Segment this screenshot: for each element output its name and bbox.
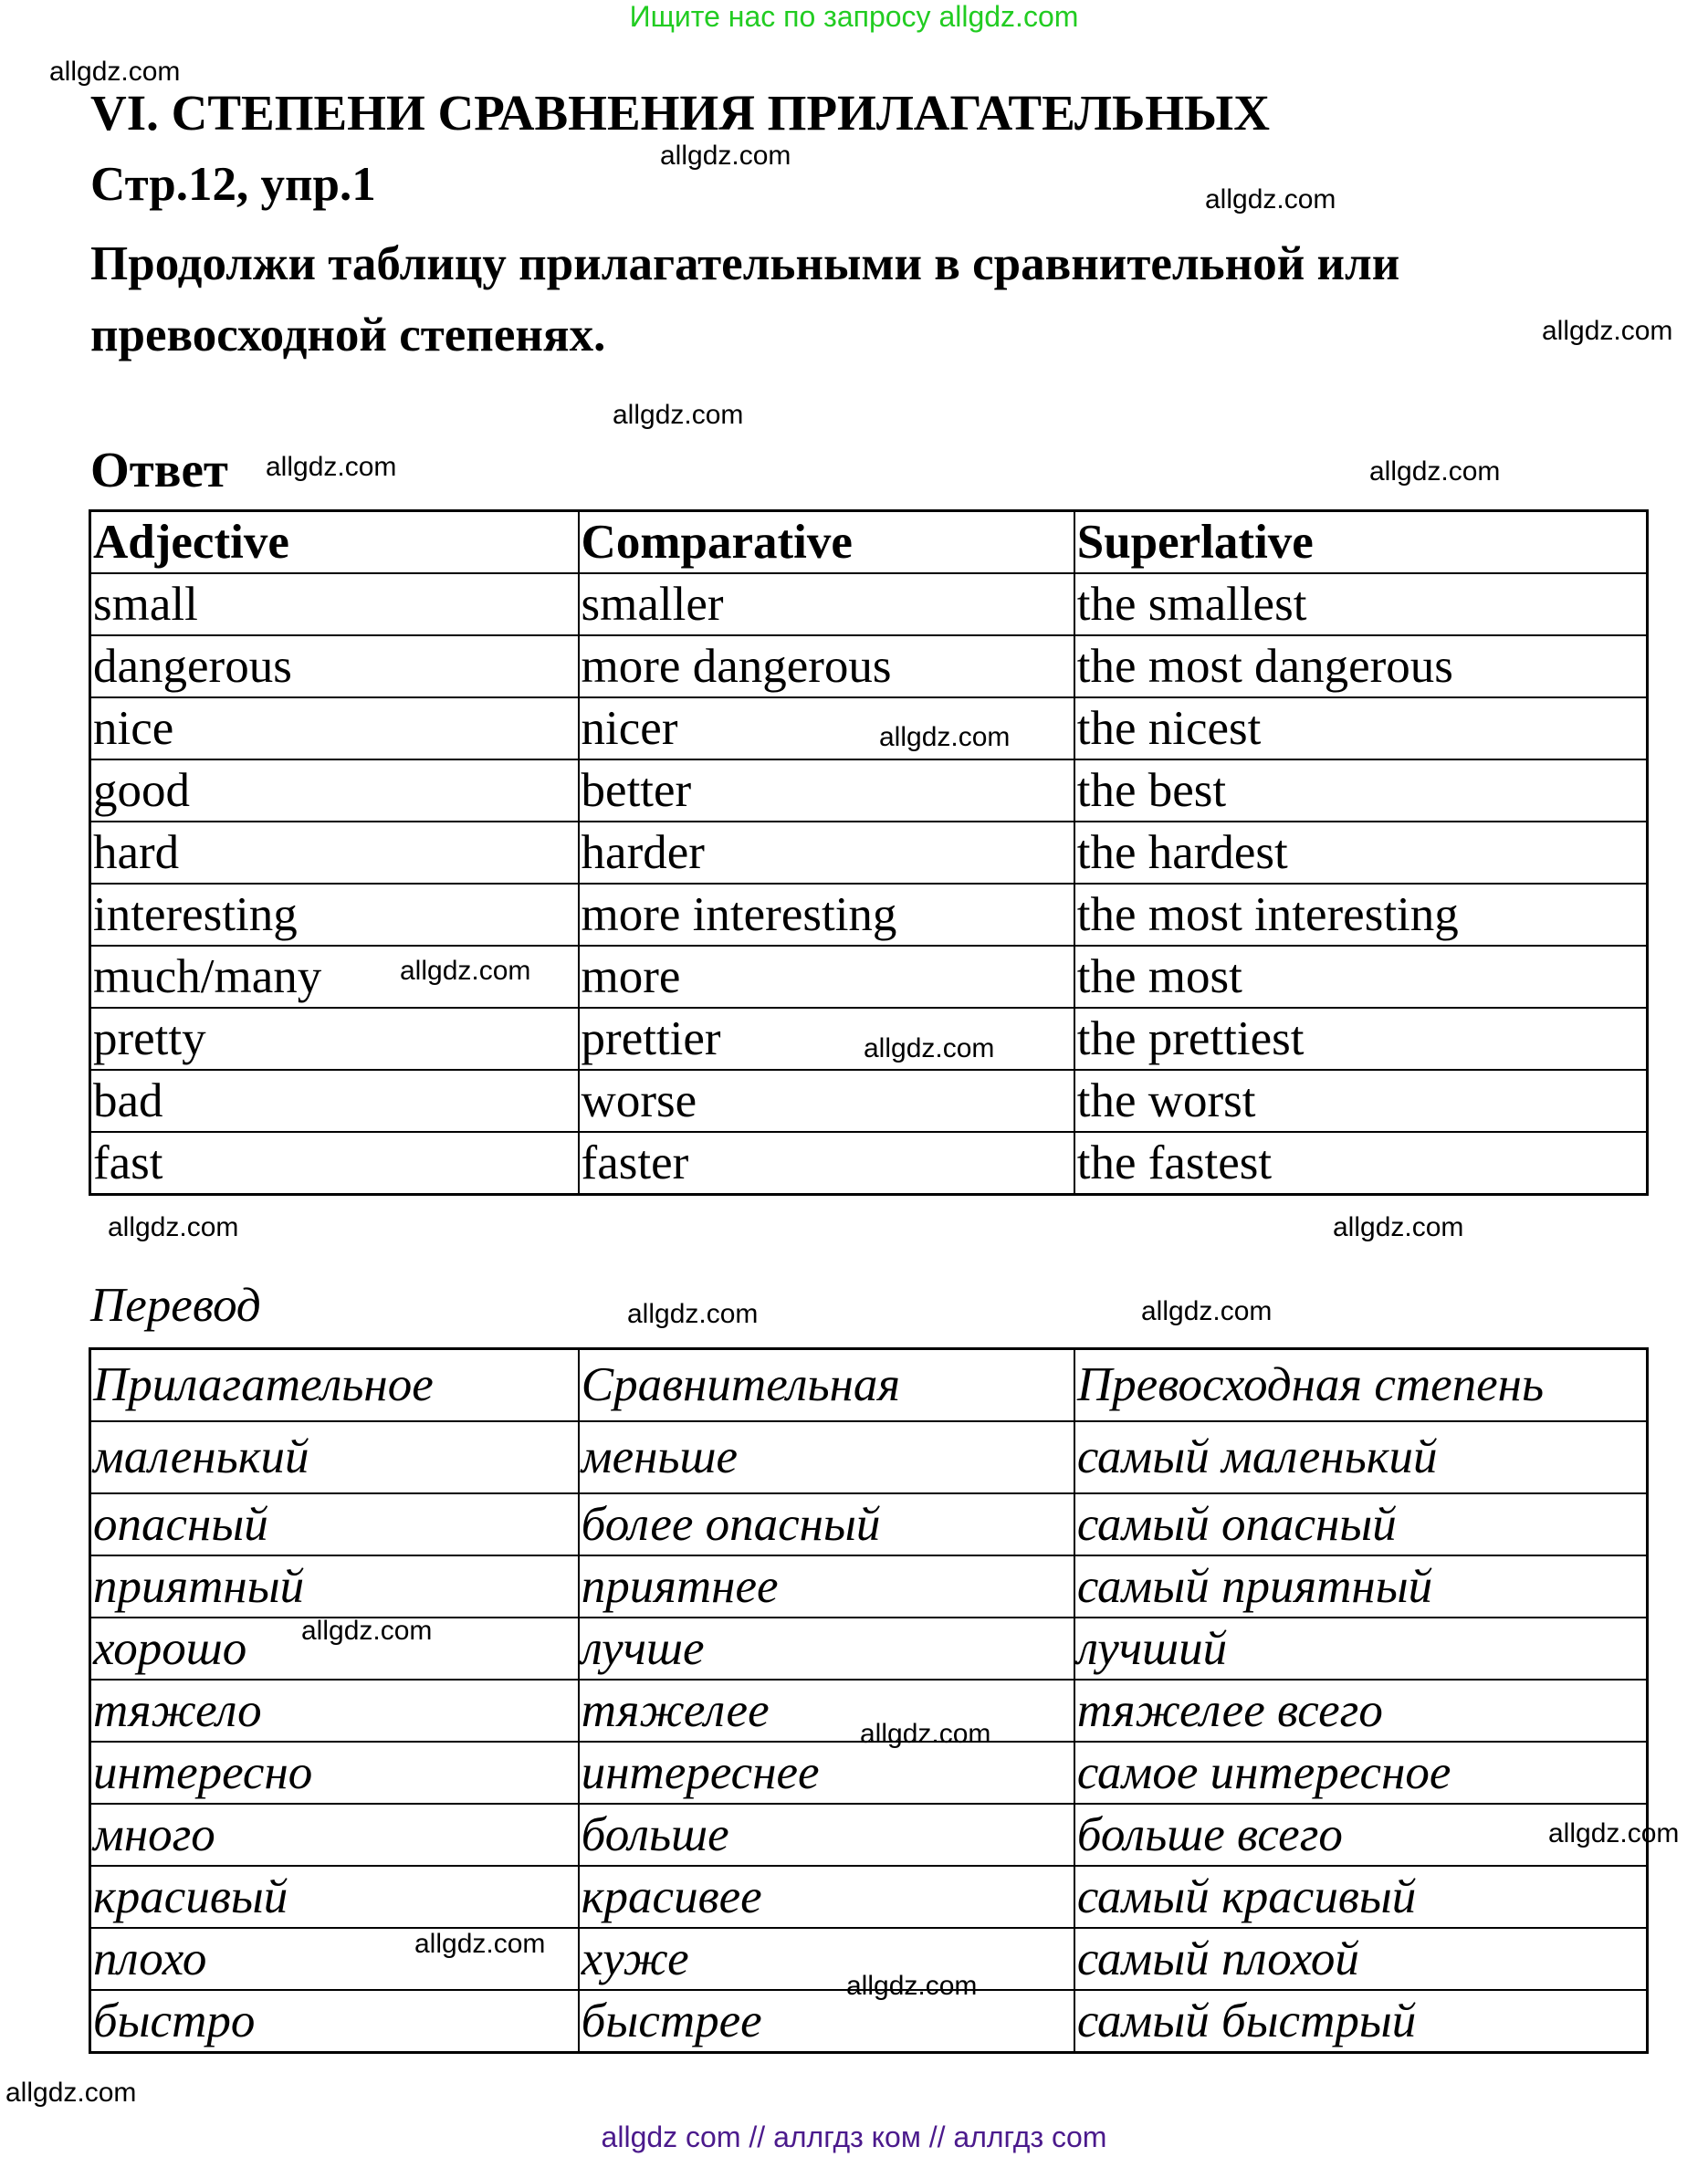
- column-header: Превосходная степень: [1074, 1349, 1648, 1422]
- footer-watermark: allgdz com // аллгдз ком // аллгдз com: [601, 2120, 1107, 2153]
- table-cell: smaller: [579, 573, 1074, 635]
- watermark: allgdz.com: [108, 1212, 239, 1242]
- task-line-1: Продолжи таблицу прилагательными в сравнительной или: [90, 237, 1400, 290]
- task-text: [90, 228, 1399, 371]
- watermark: allgdz.com: [1369, 456, 1501, 487]
- table-cell: nicer: [579, 697, 1074, 759]
- table-cell: the hardest: [1074, 822, 1648, 884]
- table-cell: маленький: [90, 1421, 579, 1493]
- table-cell: тяжело: [90, 1680, 579, 1742]
- table-cell: more: [579, 946, 1074, 1008]
- table-cell: pretty: [90, 1008, 579, 1070]
- table-cell: the smallest: [1074, 573, 1648, 635]
- column-header: Comparative: [579, 511, 1074, 574]
- table-header-row: [90, 1349, 1648, 1422]
- table-cell: самый приятный: [1074, 1555, 1648, 1618]
- table-cell: the prettiest: [1074, 1008, 1648, 1070]
- table-cell: быстрее: [579, 1990, 1074, 2053]
- table-cell: самый плохой: [1074, 1928, 1648, 1990]
- table-row: [90, 1421, 1648, 1493]
- table-row: [90, 1742, 1648, 1804]
- table-cell: лучший: [1074, 1618, 1648, 1680]
- watermark: allgdz.com: [627, 1299, 759, 1329]
- table-cell: хорошо: [90, 1618, 579, 1680]
- table-cell: bad: [90, 1070, 579, 1132]
- table-cell: interesting: [90, 884, 579, 946]
- page-reference: Стр.12, упр.1: [90, 158, 376, 211]
- table-cell: меньше: [579, 1421, 1074, 1493]
- watermark: allgdz.com: [1205, 184, 1336, 215]
- table-cell: более опасный: [579, 1493, 1074, 1555]
- table-row: [90, 822, 1648, 884]
- table-cell: faster: [579, 1132, 1074, 1195]
- watermark: allgdz.com: [864, 1033, 995, 1063]
- table-cell: the nicest: [1074, 697, 1648, 759]
- table-cell: самый красивый: [1074, 1866, 1648, 1928]
- table-cell: хуже: [579, 1928, 1074, 1990]
- table-cell: красивее: [579, 1866, 1074, 1928]
- watermark: allgdz.com: [5, 2078, 137, 2108]
- watermark: allgdz.com: [400, 956, 531, 986]
- table-cell: тяжелее всего: [1074, 1680, 1648, 1742]
- table-cell: more interesting: [579, 884, 1074, 946]
- table-row: [90, 759, 1648, 822]
- table-row: [90, 1555, 1648, 1618]
- table-cell: nice: [90, 697, 579, 759]
- table-cell: better: [579, 759, 1074, 822]
- table-cell: тяжелее: [579, 1680, 1074, 1742]
- table-cell: hard: [90, 822, 579, 884]
- page-title: VI. СТЕПЕНИ СРАВНЕНИЯ ПРИЛАГАТЕЛЬНЫХ: [90, 85, 1270, 141]
- table-cell: самый опасный: [1074, 1493, 1648, 1555]
- watermark: allgdz.com: [301, 1616, 433, 1646]
- table-cell: the best: [1074, 759, 1648, 822]
- table-row: [90, 697, 1648, 759]
- watermark: allgdz.com: [1141, 1296, 1273, 1326]
- watermark: allgdz.com: [860, 1719, 991, 1749]
- table-cell: опасный: [90, 1493, 579, 1555]
- watermark: allgdz.com: [1333, 1212, 1464, 1242]
- table-cell: красивый: [90, 1866, 579, 1928]
- table-cell: самое интересное: [1074, 1742, 1648, 1804]
- table-cell: good: [90, 759, 579, 822]
- table-cell: harder: [579, 822, 1074, 884]
- table-cell: prettier: [579, 1008, 1074, 1070]
- table-cell: the most interesting: [1074, 884, 1648, 946]
- table-cell: приятнее: [579, 1555, 1074, 1618]
- translation-table: [89, 1347, 1649, 2054]
- table-cell: много: [90, 1804, 579, 1866]
- answer-table: [89, 509, 1649, 1196]
- top-banner: Ищите нас по запросу allgdz.com: [629, 0, 1079, 33]
- table-row: [90, 1493, 1648, 1555]
- table-row: [90, 1070, 1648, 1132]
- table-row: [90, 573, 1648, 635]
- table-cell: приятный: [90, 1555, 579, 1618]
- watermark: allgdz.com: [660, 141, 791, 171]
- table-cell: fast: [90, 1132, 579, 1195]
- table-cell: интересно: [90, 1742, 579, 1804]
- table-row: [90, 635, 1648, 697]
- table-cell: лучше: [579, 1618, 1074, 1680]
- watermark: allgdz.com: [266, 452, 397, 482]
- column-header: Superlative: [1074, 511, 1648, 574]
- translation-label: Перевод: [90, 1279, 261, 1332]
- table-row: [90, 1132, 1648, 1195]
- answer-label: Ответ: [90, 442, 228, 497]
- table-cell: the most: [1074, 946, 1648, 1008]
- table-row: [90, 884, 1648, 946]
- table-cell: быстро: [90, 1990, 579, 2053]
- table-cell: больше: [579, 1804, 1074, 1866]
- table-cell: much/many: [90, 946, 579, 1008]
- table-row: [90, 946, 1648, 1008]
- table-cell: the most dangerous: [1074, 635, 1648, 697]
- column-header: Сравнительная: [579, 1349, 1074, 1422]
- task-line-2: превосходной степенях.: [90, 309, 606, 361]
- table-cell: worse: [579, 1070, 1074, 1132]
- table-cell: интереснее: [579, 1742, 1074, 1804]
- table-cell: самый маленький: [1074, 1421, 1648, 1493]
- table-cell: dangerous: [90, 635, 579, 697]
- watermark: allgdz.com: [49, 57, 181, 87]
- table-cell: more dangerous: [579, 635, 1074, 697]
- watermark: allgdz.com: [414, 1929, 546, 1959]
- table-row: [90, 1804, 1648, 1866]
- table-cell: самый быстрый: [1074, 1990, 1648, 2053]
- column-header: Adjective: [90, 511, 579, 574]
- table-row: [90, 1866, 1648, 1928]
- watermark: allgdz.com: [879, 722, 1011, 752]
- table-cell: больше всего: [1074, 1804, 1648, 1866]
- watermark: allgdz.com: [1548, 1818, 1680, 1848]
- column-header: Прилагательное: [90, 1349, 579, 1422]
- table-cell: the fastest: [1074, 1132, 1648, 1195]
- table-cell: the worst: [1074, 1070, 1648, 1132]
- table-header-row: [90, 511, 1648, 574]
- table-cell: плохо: [90, 1928, 579, 1990]
- watermark: allgdz.com: [613, 400, 744, 430]
- watermark: allgdz.com: [846, 1971, 978, 2001]
- watermark: allgdz.com: [1542, 316, 1673, 346]
- table-cell: small: [90, 573, 579, 635]
